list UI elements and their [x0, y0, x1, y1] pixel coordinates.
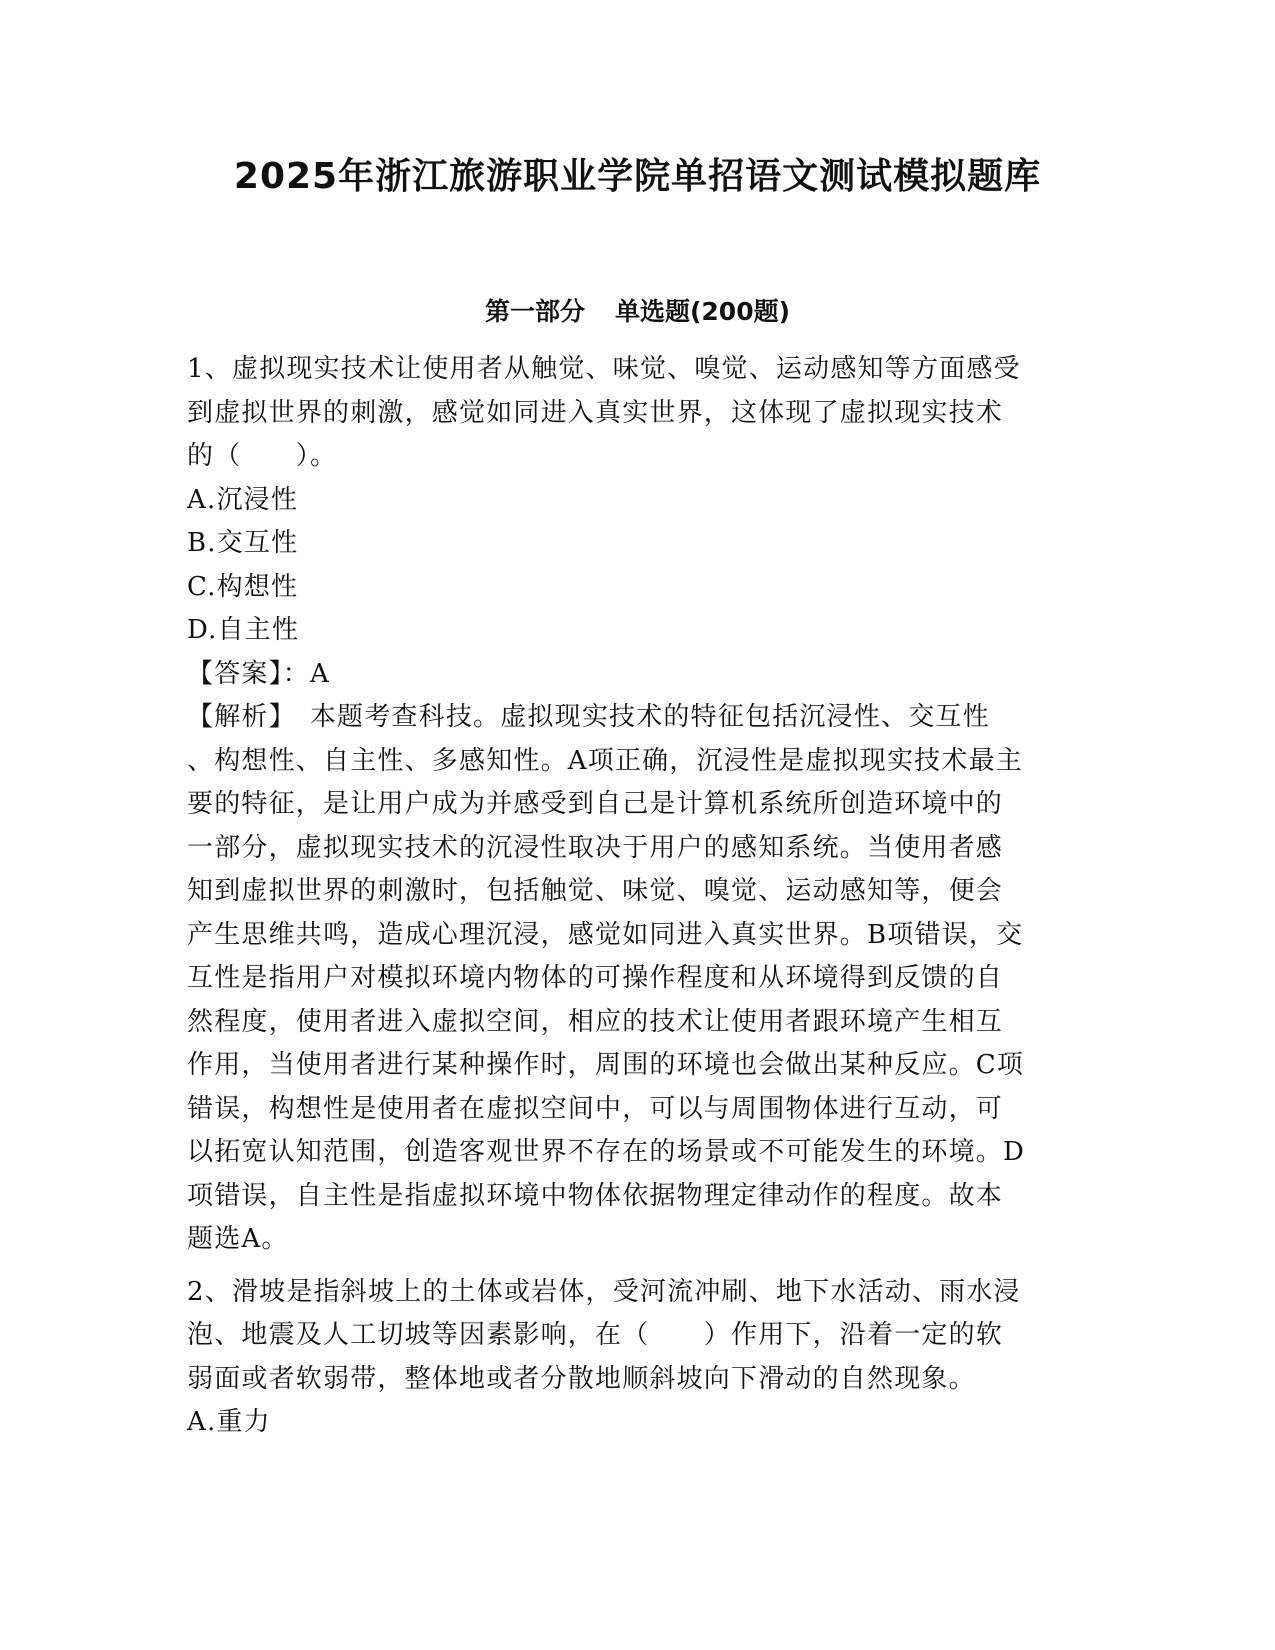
analysis-line: 然程度，使用者进入虚拟空间，相应的技术让使用者跟环境产生相互 [187, 1006, 1004, 1037]
analysis-line: 作用，当使用者进行某种操作时，周围的环境也会做出某种反应。C项 [187, 1050, 1025, 1080]
question-list [187, 348, 1082, 1454]
question-stem-line: 的（ ）。 [187, 441, 338, 471]
analysis-line: 、构想性、自主性、多感知性。A项正确，沉浸性是虚拟现实技术最主 [187, 745, 1023, 776]
analysis-line: 以拓宽认知范围，创造客观世界不存在的场景或不可能发生的环境。D [187, 1137, 1026, 1167]
document-title: 2025年浙江旅游职业学院单招语文测试模拟题库 [233, 156, 1042, 197]
option-a: A.沉浸性 [187, 484, 299, 515]
question-stem-line: 泡、地震及人工切坡等因素影响，在（ ）作用下，沿着一定的软 [187, 1320, 1004, 1350]
analysis-label: 【解析】 [187, 702, 296, 732]
option-d: D.自主性 [187, 615, 300, 645]
analysis-text: 本题考查科技。虚拟现实技术的特征包括沉浸性、交互性 [309, 702, 990, 732]
option-a: A.重力 [187, 1407, 271, 1437]
option-b: B.交互性 [187, 528, 299, 558]
section-part: 第一部分 [484, 297, 585, 326]
question-2 [187, 1271, 1082, 1445]
analysis-line: 项错误，自主性是指虚拟环境中物体依据物理定律动作的程度。故本 [187, 1180, 1004, 1211]
answer-value: A [310, 658, 330, 689]
analysis-line: 题选A。 [187, 1224, 289, 1254]
analysis-line: 要的特征，是让用户成为并感受到自己是计算机系统所创造环境中的 [187, 789, 1004, 819]
analysis-line: 错误，构想性是使用者在虚拟空间中，可以与周围物体进行互动，可 [187, 1093, 1004, 1124]
section-heading [0, 292, 1275, 328]
answer-label: 【答案】： [187, 658, 311, 689]
question-stem-line: 到虚拟世界的刺激，感觉如同进入真实世界，这体现了虚拟现实技术 [187, 397, 1004, 428]
analysis-line: 知到虚拟世界的刺激时，包括触觉、味觉、嗅觉、运动感知等，便会 [187, 876, 1004, 906]
question-1 [187, 348, 1082, 1262]
question-stem-line: 2、滑坡是指斜坡上的土体或岩体，受河流冲刷、地下水活动、雨水浸 [187, 1276, 1021, 1307]
analysis-line: 互性是指用户对模拟环境内物体的可操作程度和从环境得到反馈的自 [187, 963, 1004, 993]
analysis-line: 产生思维共鸣，造成心理沉浸，感觉如同进入真实世界。B项错误，交 [187, 919, 1024, 950]
analysis-line: 一部分，虚拟现实技术的沉浸性取决于用户的感知系统。当使用者感 [187, 832, 1004, 863]
question-stem-line: 1、虚拟现实技术让使用者从触觉、味觉、嗅觉、运动感知等方面感受 [187, 354, 1021, 384]
answer-line [187, 653, 1082, 697]
question-stem-line: 弱面或者软弱带，整体地或者分散地顺斜坡向下滑动的自然现象。 [187, 1363, 976, 1394]
option-c: C.构想性 [187, 571, 299, 602]
analysis-line [187, 696, 1082, 740]
section-name: 单选题(200题) [614, 297, 791, 326]
